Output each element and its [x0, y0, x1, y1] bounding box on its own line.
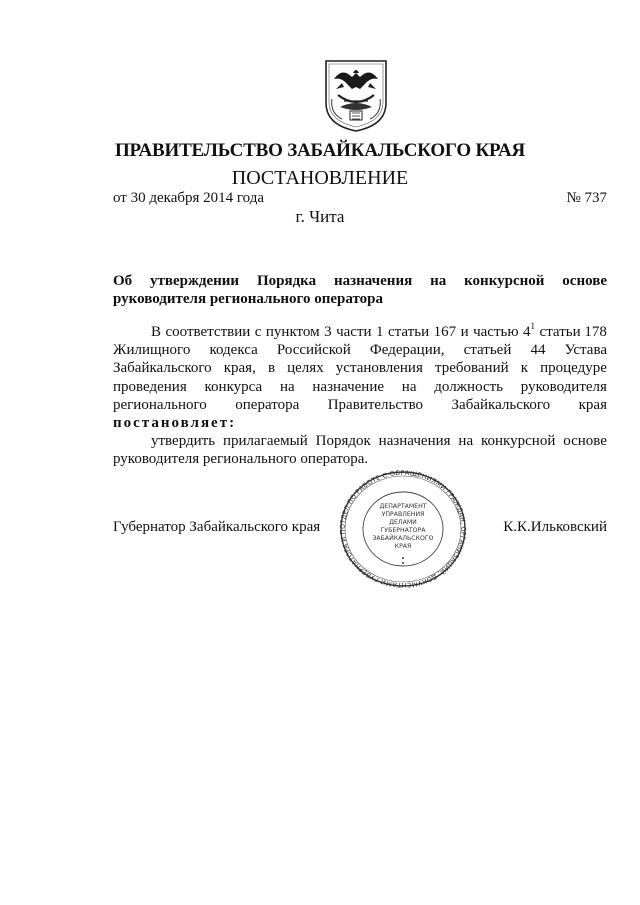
word: должность [434, 378, 504, 395]
word: части [336, 324, 372, 340]
stamp-inner-line-4: ГУБЕРНАТОРА [380, 527, 426, 534]
stamp-inner-line-5: ЗАБАЙКАЛЬСКОГО [372, 535, 434, 542]
word: Порядка [256, 273, 317, 289]
word: Забайкальского [451, 396, 551, 413]
word: Забайкальского [113, 360, 212, 377]
word: Порядок [315, 433, 371, 449]
word: частью [473, 324, 519, 340]
word: назначения [333, 273, 413, 289]
word: Правительство [327, 396, 424, 413]
word: конкурсной [464, 273, 545, 289]
word: Федерации, [369, 342, 445, 359]
word: соответствии [165, 324, 251, 340]
word: Устава [564, 342, 607, 359]
word: требований [434, 360, 509, 377]
resolution-line-1 [113, 432, 607, 450]
word: оператора [235, 396, 300, 413]
word: 3 [324, 324, 332, 340]
document-number: № 737 [566, 190, 607, 206]
word: утвердить [151, 433, 216, 449]
word: статьи [388, 324, 430, 340]
word: и [460, 324, 469, 340]
word: целях [287, 360, 324, 377]
stamp-inner-line-6: КРАЯ [394, 543, 412, 550]
word: В [151, 324, 162, 340]
document-subject [113, 272, 607, 308]
preamble-line-3 [113, 359, 607, 377]
official-stamp [326, 470, 480, 588]
word: Российской [276, 342, 351, 359]
stamp-inner-line-3: ДЕЛАМИ [389, 519, 417, 526]
word: к [520, 360, 529, 377]
subject-line-1 [113, 272, 607, 290]
preamble-line-1 [113, 323, 607, 341]
preamble-line-2 [113, 341, 607, 359]
stamp-inner-line-2: УПРАВЛЕНИЯ [381, 511, 425, 518]
word: на [430, 273, 447, 289]
preamble-paragraph [113, 323, 607, 432]
stamp-outer-text: ОТДЕЛ ПО РАБОТЕ С ОБРАЩЕНИЯМИ ГРАЖДАН, ОРГАНИЗАЦИЙ, ДОКУМЕНТАМИ ГУБЕРНАТОРА И П [338, 470, 468, 588]
superscript: 1 [530, 321, 536, 331]
word: проведения [113, 378, 187, 395]
word: статьи 178 [539, 324, 607, 340]
word: статьей [463, 342, 512, 359]
word: основе [562, 273, 607, 289]
document-city: г. Чита [295, 207, 345, 226]
word: процедуре [540, 360, 607, 377]
resolution-line-2 [113, 450, 607, 468]
resolution-paragraph [113, 432, 607, 468]
preamble-line-6 [113, 414, 607, 432]
word: на [279, 378, 295, 395]
word: края [578, 396, 607, 413]
signer-position: Губернатор Забайкальского края [113, 519, 321, 535]
resolves-word: постановляет: [113, 415, 237, 432]
preamble-line-5 [113, 396, 607, 414]
word: назначение [312, 378, 385, 395]
word: 44 [530, 342, 546, 359]
word: установления [335, 360, 423, 377]
document-date: от 30 декабря 2014 года [113, 190, 265, 206]
word: назначения [378, 433, 451, 449]
resolution-line-2-text: руководителя регионального оператора. [113, 451, 369, 468]
stamp-inner-line-1: ДЕПАРТАМЕНТ [379, 503, 427, 510]
word: на [458, 433, 474, 449]
document-type-title: ПОСТАНОВЛЕНИЕ [231, 167, 409, 189]
word: конкурса [204, 378, 263, 395]
word: конкурсной [481, 433, 556, 449]
organization-title: ПРАВИТЕЛЬСТВО ЗАБАЙКАЛЬСКОГО КРАЯ [114, 140, 526, 161]
word: Об [113, 273, 133, 289]
signer-name: К.К.Ильковский [503, 519, 607, 535]
word: в [267, 360, 276, 377]
word: пунктом [265, 324, 320, 340]
word-with-superscript: $4^1$ [523, 321, 536, 340]
word: 167 [433, 324, 457, 340]
word: регионального [113, 396, 207, 413]
word: основе [563, 433, 607, 449]
word: кодекса [209, 342, 258, 359]
coat-of-arms-emblem [322, 55, 390, 133]
word: прилагаемый [222, 433, 308, 449]
word: края, [223, 360, 256, 377]
preamble-line-4 [113, 378, 607, 396]
word: Жилищного [113, 342, 191, 359]
word: 1 [376, 324, 384, 340]
word: на [401, 378, 417, 395]
word: руководителя [520, 378, 607, 395]
word: с [254, 324, 262, 340]
subject-line-2: руководителя регионального оператора [113, 291, 383, 307]
word: утверждении [150, 273, 240, 289]
